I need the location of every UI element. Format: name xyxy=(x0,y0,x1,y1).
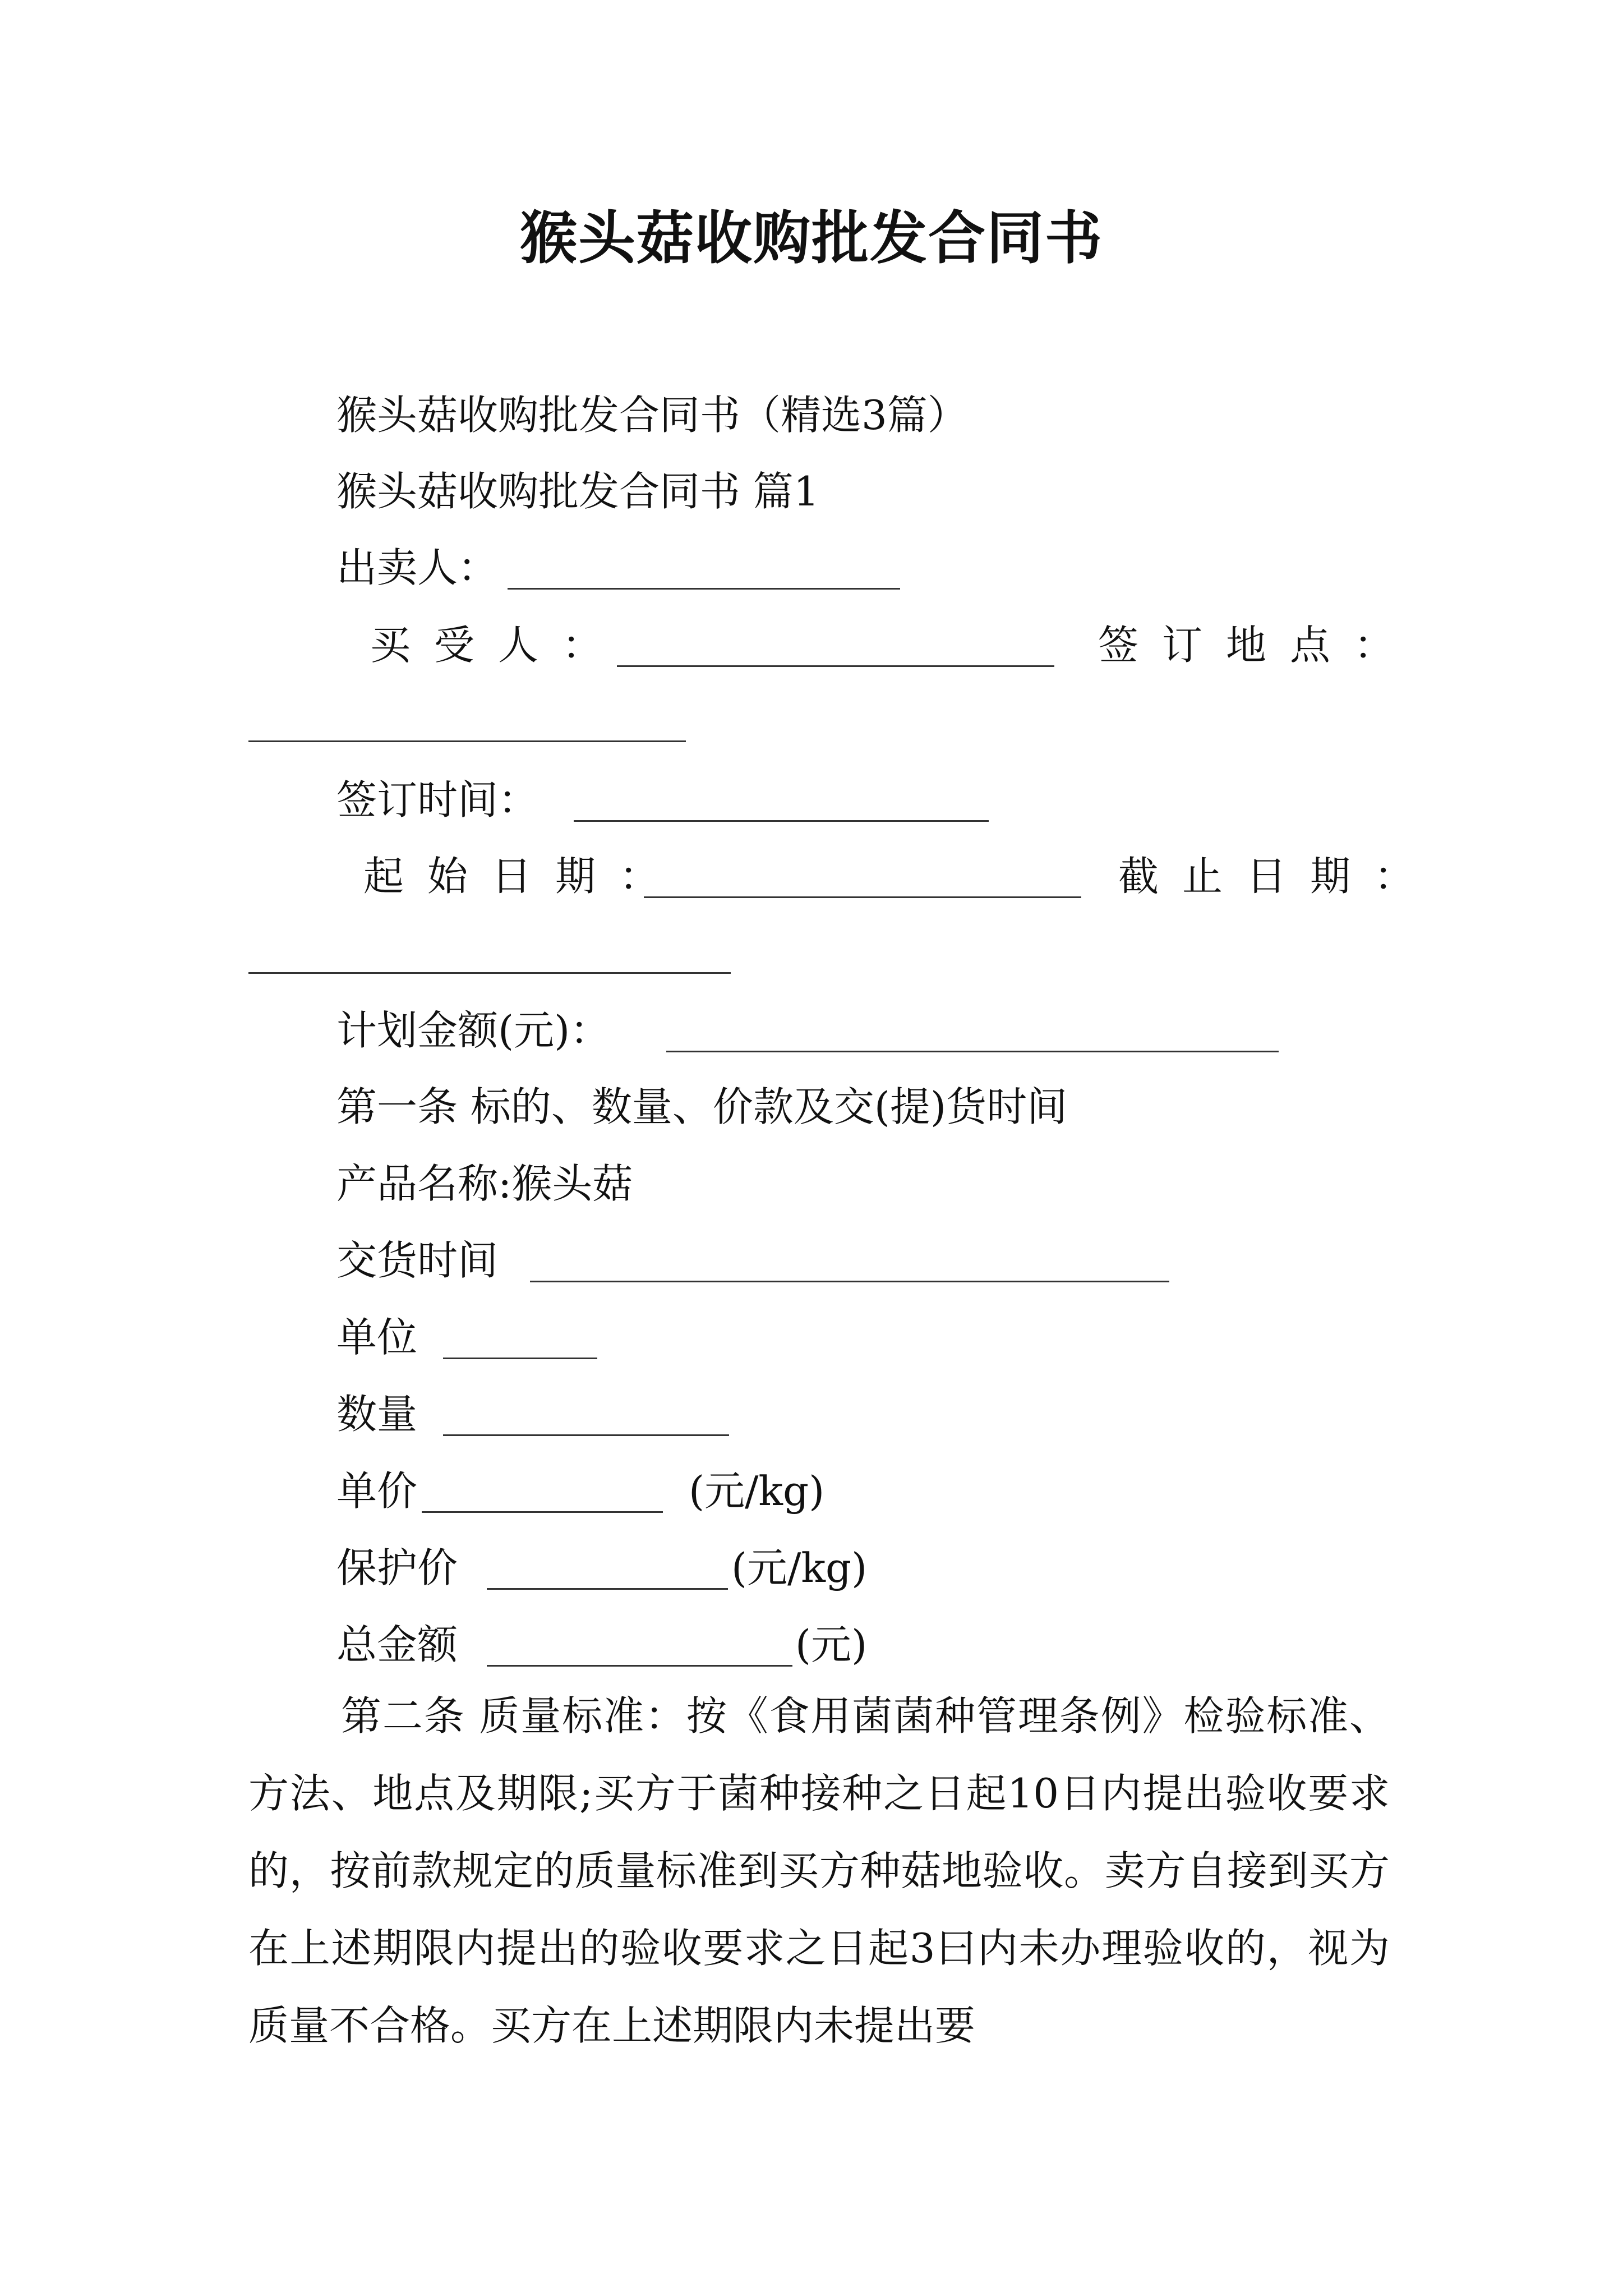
delivery-time-blank[interactable] xyxy=(530,1281,1169,1282)
unit-price-suffix: (元/kg) xyxy=(689,1467,825,1515)
unit-price-label: 单价 xyxy=(336,1467,418,1515)
end-date-blank[interactable] xyxy=(248,972,731,974)
seller-blank[interactable] xyxy=(508,588,900,590)
section-heading: 猴头菇收购批发合同书 篇1 xyxy=(336,468,819,515)
document-subtitle: 猴头菇收购批发合同书（精选3篇） xyxy=(336,392,968,439)
product-name: 产品名称:猴头菇 xyxy=(336,1160,633,1207)
planned-amount-blank[interactable] xyxy=(666,1051,1279,1052)
sign-time-blank[interactable] xyxy=(574,820,989,822)
total-amount-label: 总金额 xyxy=(336,1621,458,1668)
buyer-blank[interactable] xyxy=(617,665,1054,667)
sign-time-label: 签订时间： xyxy=(336,776,539,823)
unit-label: 单位 xyxy=(336,1314,418,1361)
seller-label: 出卖人： xyxy=(336,544,499,591)
end-date-label: 截止日期： xyxy=(1118,853,1438,900)
article-2-paragraph: 第二条 质量标准：按《食用菌菌种管理条例》检验标准、方法、地点及期限;买方于菌种接种之日起10日内提出验收要求的，按前款规定的质量标准到买方种菇地验收。卖方自接到买方在上述期限内提出的验收要求之日起3曰内未办理验收的，视为质量不合格。买方在上述期限内未提出要 xyxy=(248,1692,1390,2049)
unit-blank[interactable] xyxy=(443,1358,597,1359)
protect-price-suffix: (元/kg) xyxy=(731,1544,868,1591)
quantity-label: 数量 xyxy=(336,1391,418,1438)
planned-amount-label: 计划金额(元)： xyxy=(336,1007,611,1054)
protect-price-label: 保护价 xyxy=(336,1544,458,1591)
protect-price-blank[interactable] xyxy=(487,1588,728,1590)
start-date-label: 起始日期： xyxy=(363,853,684,900)
sign-place-blank[interactable] xyxy=(248,740,686,742)
article-1-heading: 第一条 标的、数量、价款及交(提)货时间 xyxy=(336,1083,1068,1130)
start-date-blank[interactable] xyxy=(644,896,1081,898)
total-amount-suffix: (元) xyxy=(795,1621,868,1668)
sign-place-label: 签订地点： xyxy=(1098,622,1418,669)
total-amount-blank[interactable] xyxy=(487,1665,792,1667)
unit-price-blank[interactable] xyxy=(422,1511,663,1513)
document-title: 猴头菇收购批发合同书 xyxy=(520,205,1103,272)
delivery-time-label: 交货时间 xyxy=(336,1237,499,1284)
buyer-label: 买受人： xyxy=(370,622,626,669)
quantity-blank[interactable] xyxy=(443,1434,729,1436)
